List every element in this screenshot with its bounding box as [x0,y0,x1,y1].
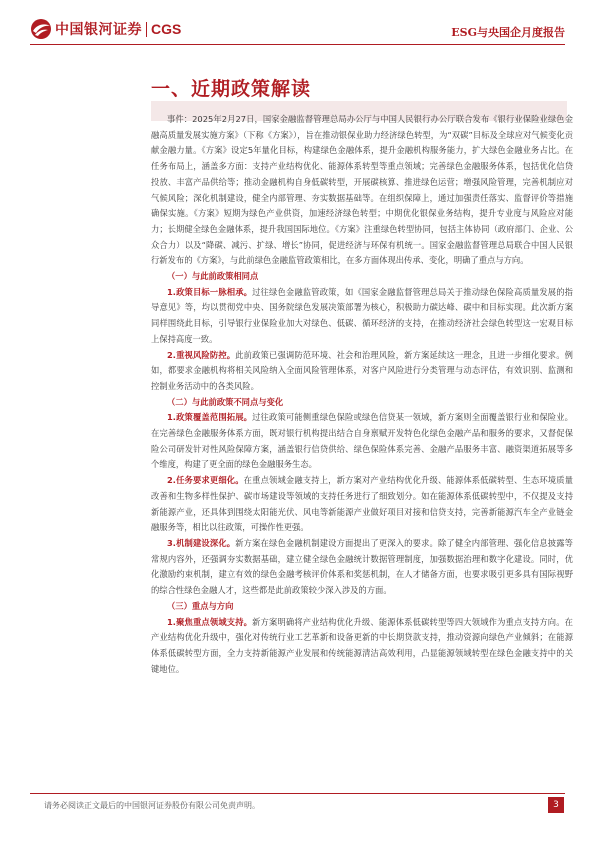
article-body [151,112,573,677]
point-heading: 1.聚焦重点领域支持。 [167,616,253,627]
page-header [0,0,595,52]
footer-disclaimer: 请务必阅读正文最后的中国银河证券股份有限公司免责声明。 [44,801,260,810]
paragraph-point [151,348,573,395]
point-heading: 2.任务要求更细化。 [167,475,244,486]
subheading-focus: （三）重点与方向 [167,600,234,611]
report-name: ESG与央国企月度报告 [451,26,565,39]
paragraph-event: 事件：2025年2月27日，国家金融监督管理总局办公厅与中国人民银行办公厅联合发布《银行业保险业绿色金融高质量发展实施方案》（下称《方案》），旨在推动银保业助力经济绿色转型，为“双碳”目标及全球应对气候变化贡献金融力量。《方案》设定5年量化目标，构建绿色金融体系，提升金融机构服务能力，扩大绿色金融业务占比。在任务布局上，涵盖多方面：支持产业结构优化、能源体系转型等重点领域；完善绿色金融服务体系，包括优化信贷投放、丰富产品供给等；推动金融机构自身低碳转型，开展碳核算、推进绿色运营；增强风险管理，完善机制应对气候风险；深化机制建设，健全内部管理、夯实数据基础等。在组织保障上，通过加强责任落实、监督评价等措施确保实施。《方案》短期为绿色产业供资，加速经济绿色转型；中期优化银保业务结构，提升专业度与风险应对能力；长期健全绿色金融体系，提升我国国际地位。《方案》注重绿色转型协同，包括主体协同（政府部门、企业、公众合力）以及“降碳、减污、扩绿、增长”协同，促进经济与环保有机统一。国家金融监督管理总局联合中国人民银行新发布的《方案》，与此前绿色金融监管政策相比，在多方面体现出传承、变化，明确了重点与方向。 [151,114,573,266]
point-text: 此前政策已强调防范环境、社会和治理风险，新方案延续这一理念，且进一步细化要求。例如，都要求金融机构将相关风险纳入全面风险管理体系，对客户风险进行分类管理与动态评估，有效识别、监测和控制业务活动中的各类风险。 [151,349,573,391]
page-number: 3 [548,797,564,813]
point-text: 新方案在绿色金融机制建设方面提出了更深入的要求。除了健全内部管理、强化信息披露等常规内容外，还强调夯实数据基础，建立健全绿色金融统计数据管理制度，加强数据治理和数字化建设。同时，优化激励约束机制，建立有效的绿色金融考核评价体系和奖惩机制，在人才储备方面，也要求吸引更多具有国际视野的综合性绿色金融人才，这些都是此前政策较少深入涉及的方面。 [151,537,573,596]
point-text: 过往绿色金融监管政策，如《国家金融监督管理总局关于推动绿色保险高质量发展的指导意见》等，均以贯彻党中央、国务院绿色发展决策部署为核心，积极助力碳达峰、碳中和目标实现。此次新方案同样围绕此目标，引导银行业保险业加大对绿色、低碳、循环经济的支持，在推动经济社会绿色转型这一宏观目标上保持高度一致。 [151,286,573,344]
subheading-differences: （二）与此前政策不同点与变化 [167,396,284,407]
footer-divider [30,793,565,794]
point-heading: 2.重视风险防控。 [167,349,236,360]
logo-divider [146,22,147,37]
header-divider [30,44,565,45]
subheading-similarities: （一）与此前政策相同点 [167,271,259,282]
point-heading: 1.政策覆盖范围拓展。 [167,412,253,423]
galaxy-logo-icon [30,18,52,40]
paragraph-point [151,536,573,599]
logo-english-text: CGS [151,21,182,37]
paragraph-point [151,473,573,536]
paragraph-point [151,285,573,348]
point-text: 过往政策可能侧重绿色保险或绿色信贷某一领域，新方案则全面覆盖银行业和保险业。在完善绿色金融服务体系方面，既对银行机构提出结合自身禀赋开发特色化绿色金融产品和服务的要求，又督促保险公司研发针对性风险保障方案，涵盖银行信贷供给、绿色保险体系完善、金融产品服务丰富、融资渠道拓展等多个维度，构建了更全面的绿色金融服务生态。 [151,412,573,470]
point-text: 新方案明确将产业结构优化升级、能源体系低碳转型等四大领域作为重点支持方向。在产业结构优化升级中，强化对传统行业工艺革新和设备更新的中长期贷款支持，推动资源向绿色产业倾斜；在能源体系低碳转型方面，全力支持新能源产业发展和传统能源清洁高效利用，凸显能源领域转型在绿色金融支持中的关键地位。 [151,616,573,674]
point-text: 在重点领域金融支持上，新方案对产业结构优化升级、能源体系低碳转型、生态环境质量改善和生物多样性保护、碳市场建设等领域的支持任务进行了细致划分。如在能源体系低碳转型中，不仅提及支持新能源产业，还具体到围绕太阳能光伏、风电等新能源产业做好项目对接和信贷支持，完善新能源汽车全产业链金融服务等，相比以往政策，可操作性更强。 [151,475,573,533]
section-title: 一、近期政策解读 [151,78,312,100]
paragraph-point [151,615,573,678]
paragraph-point [151,410,573,473]
point-heading: 3.机制建设深化。 [167,537,236,548]
point-heading: 1.政策目标一脉相承。 [167,286,253,297]
company-logo [30,18,181,40]
logo-chinese-text: 中国银河证券 [55,22,142,38]
